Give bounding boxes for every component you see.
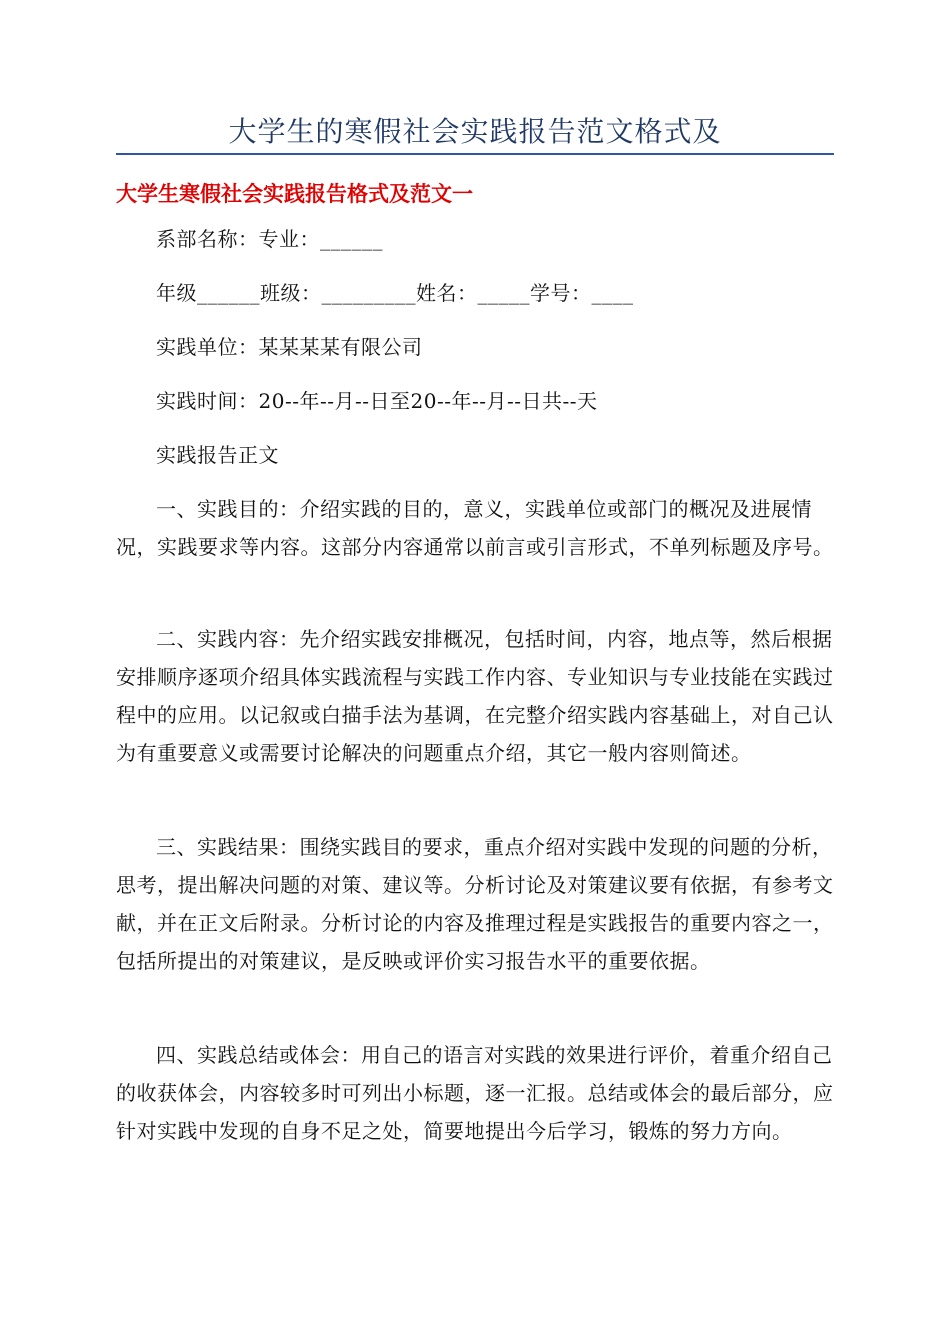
title-underline (116, 153, 834, 155)
document-title: 大学生的寒假社会实践报告范文格式及 (228, 115, 722, 148)
section-heading: 大学生寒假社会实践报告格式及范文一 (116, 182, 473, 206)
department-line: 系部名称：专业：______ (156, 227, 383, 251)
class-line: 年级______班级：_________姓名：_____学号：____ (156, 281, 634, 305)
report-heading: 实践报告正文 (156, 443, 279, 467)
unit-line: 实践单位：某某某某有限公司 (156, 335, 423, 359)
paragraph-results: 三、实践结果：围绕实践目的要求，重点介绍对实践中发现的问题的分析，思考，提出解决问题的对策、建议等。分析讨论及对策建议要有依据，有参考文献，并在正文后附录。分析讨论的内容及推理过程是实践报告的重要内容之一，包括所提出的对策建议，是反映或评价实习报告水平的重要依据。 (116, 835, 834, 973)
paragraph-purpose: 一、实践目的：介绍实践的目的，意义，实践单位或部门的概况及进展情况，实践要求等内容。这部分内容通常以前言或引言形式，不单列标题及序号。 (116, 497, 834, 559)
time-line: 实践时间：20--年--月--日至20--年--月--日共--天 (156, 389, 598, 413)
paragraph-content: 二、实践内容：先介绍实践安排概况，包括时间，内容，地点等，然后根据安排顺序逐项介绍具体实践流程与实践工作内容、专业知识与专业技能在实践过程中的应用。以记叙或白描手法为基调，在完整介绍实践内容基础上，对自己认为有重要意义或需要讨论解决的问题重点介绍，其它一般内容则简述。 (116, 627, 834, 765)
paragraph-summary: 四、实践总结或体会：用自己的语言对实践的效果进行评价，着重介绍自己的收获体会，内容较多时可列出小标题，逐一汇报。总结或体会的最后部分，应针对实践中发现的自身不足之处，简要地提出今后学习，锻炼的努力方向。 (116, 1043, 834, 1143)
